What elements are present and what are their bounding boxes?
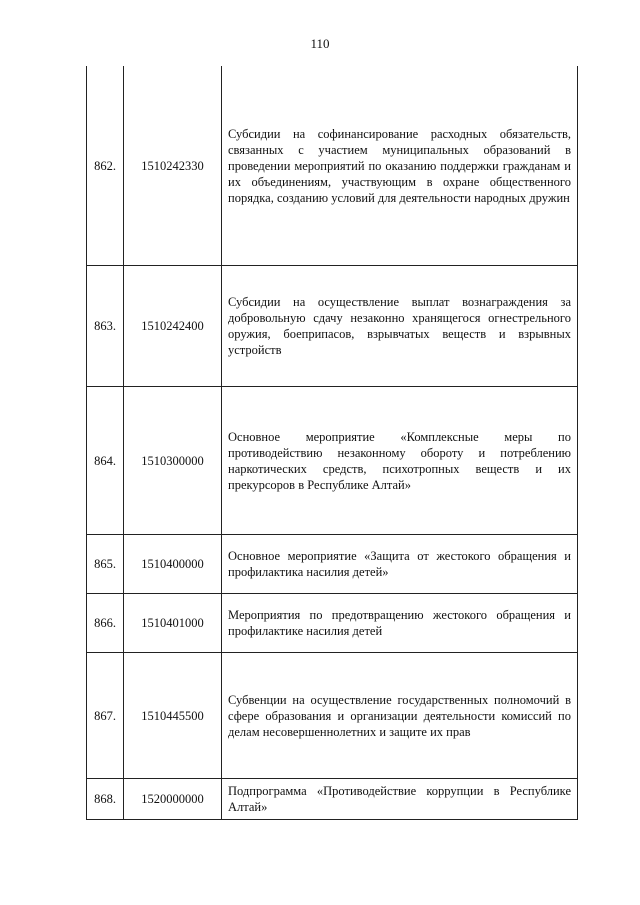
budget-classification-table: [86, 66, 578, 820]
row-number: 867.: [87, 653, 124, 779]
table-row: [87, 387, 578, 535]
row-description: Основное мероприятие «Комплексные меры по противодействию незаконному обороту и потреблению наркотических средств, психотропных веществ и их прекурсоров в Республике Алтай»: [222, 387, 578, 535]
row-number: 866.: [87, 594, 124, 653]
row-description: Основное мероприятие «Защита от жестокого обращения и профилактика насилия детей»: [222, 535, 578, 594]
row-number: 863.: [87, 266, 124, 387]
row-description: Мероприятия по предотвращению жестокого обращения и профилактике насилия детей: [222, 594, 578, 653]
table-row: [87, 594, 578, 653]
table-row: [87, 779, 578, 820]
row-number: 864.: [87, 387, 124, 535]
row-description: Субсидии на осуществление выплат вознаграждения за добровольную сдачу незаконно хранящегося огнестрельного оружия, боеприпасов, взрывчатых веществ и взрывных устройств: [222, 266, 578, 387]
table-row: [87, 653, 578, 779]
row-code: 1510400000: [124, 535, 222, 594]
row-description: Субвенции на осуществление государственных полномочий в сфере образования и организации деятельности комиссий по делам несовершеннолетних и защите их прав: [222, 653, 578, 779]
row-code: 1520000000: [124, 779, 222, 820]
table-row: [87, 535, 578, 594]
page-number: 110: [310, 36, 330, 51]
table-row: [87, 66, 578, 266]
row-number: 862.: [87, 66, 124, 266]
row-code: 1510242330: [124, 66, 222, 266]
row-description: Подпрограмма «Противодействие коррупции в Республике Алтай»: [222, 779, 578, 820]
table-row: [87, 266, 578, 387]
row-code: 1510300000: [124, 387, 222, 535]
row-description: Субсидии на софинансирование расходных обязательств, связанных с участием муниципальных образований в проведении мероприятий по оказанию поддержки гражданам и их объединениям, участвующим в охране общественного порядка, созданию условий для деятельности народных дружин: [222, 66, 578, 266]
row-code: 1510242400: [124, 266, 222, 387]
row-code: 1510445500: [124, 653, 222, 779]
row-number: 868.: [87, 779, 124, 820]
row-code: 1510401000: [124, 594, 222, 653]
row-number: 865.: [87, 535, 124, 594]
